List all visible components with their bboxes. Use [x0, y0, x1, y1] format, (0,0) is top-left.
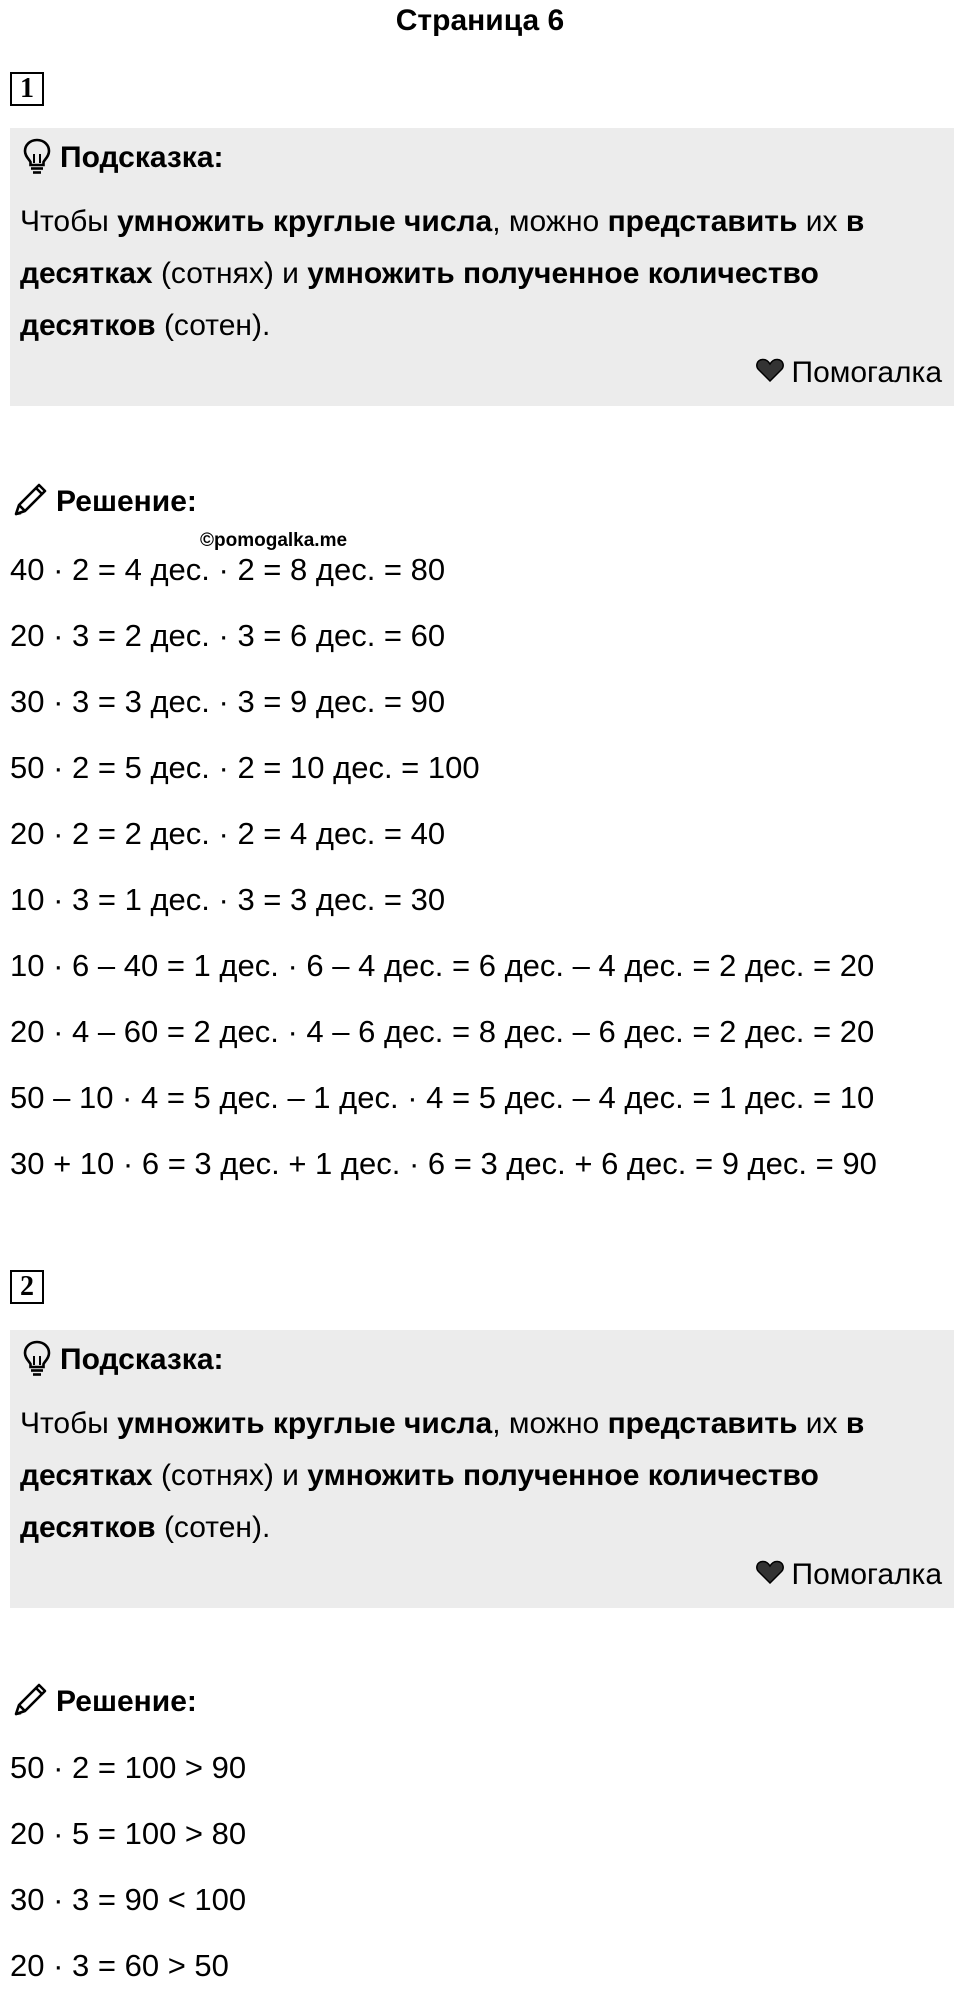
heart-icon: [756, 1558, 784, 1592]
credit-label: Помогалка: [791, 356, 942, 389]
equation-line: 20 · 3 = 2 дес. · 3 = 6 дес. = 60: [10, 618, 446, 653]
equation-line: 10 · 3 = 1 дес. · 3 = 3 дес. = 30: [10, 882, 446, 917]
hint-title: Подсказка:: [60, 141, 224, 174]
lightbulb-icon: [22, 137, 52, 180]
hint-panel: [10, 128, 954, 406]
equation-line: 40 · 2 = 4 дес. · 2 = 8 дес. = 80: [10, 552, 446, 587]
pencil-icon: [10, 1680, 50, 1725]
task-number-box: 1: [10, 72, 44, 106]
equation-line: 30 + 10 · 6 = 3 дес. + 1 дес. · 6 = 3 дес. + 6 дес. = 9 дес. = 90: [10, 1146, 877, 1181]
hint-text: Чтобы умножить круглые числа, можно представить их в десятках (сотнях) и умножить полученное количество десятков (сотен).: [20, 205, 865, 342]
hint-title: Подсказка:: [60, 1343, 224, 1376]
credit-label: Помогалка: [791, 1558, 942, 1591]
equation-line: 30 · 3 = 3 дес. · 3 = 9 дес. = 90: [10, 684, 446, 719]
solution-title: Решение:: [56, 485, 197, 518]
equation-line: 30 · 3 = 90 < 100: [10, 1882, 247, 1917]
heart-icon: [756, 356, 784, 390]
hint-panel: [10, 1330, 954, 1608]
solution-title: Решение:: [56, 1685, 197, 1718]
task-number-box: 2: [10, 1270, 44, 1304]
equation-line: 50 · 2 = 5 дес. · 2 = 10 дес. = 100: [10, 750, 480, 785]
credit: [756, 356, 943, 390]
hint-header: [22, 1338, 224, 1382]
page-title: Страница 6: [395, 4, 565, 37]
hint-text: Чтобы умножить круглые числа, можно представить их в десятках (сотнях) и умножить полученное количество десятков (сотен).: [20, 1407, 865, 1544]
credit: [756, 1558, 943, 1592]
equation-line: 20 · 4 – 60 = 2 дес. · 4 – 6 дес. = 8 дес. – 6 дес. = 2 дес. = 20: [10, 1014, 875, 1049]
lightbulb-icon: [22, 1339, 52, 1382]
watermark: ©pomogalka.me: [200, 530, 348, 551]
hint-header: [22, 136, 224, 180]
equation-line: 50 · 2 = 100 > 90: [10, 1750, 247, 1785]
equation-line: 20 · 2 = 2 дес. · 2 = 4 дес. = 40: [10, 816, 446, 851]
solution-header: [10, 480, 197, 524]
equation-line: 10 · 6 – 40 = 1 дес. · 6 – 4 дес. = 6 дес. – 4 дес. = 2 дес. = 20: [10, 948, 875, 983]
equation-line: 20 · 5 = 100 > 80: [10, 1816, 247, 1851]
equation-line: 50 – 10 · 4 = 5 дес. – 1 дес. · 4 = 5 дес. – 4 дес. = 1 дес. = 10: [10, 1080, 875, 1115]
equation-line: 20 · 3 = 60 > 50: [10, 1948, 229, 1983]
solution-header: [10, 1680, 197, 1724]
pencil-icon: [10, 480, 50, 525]
